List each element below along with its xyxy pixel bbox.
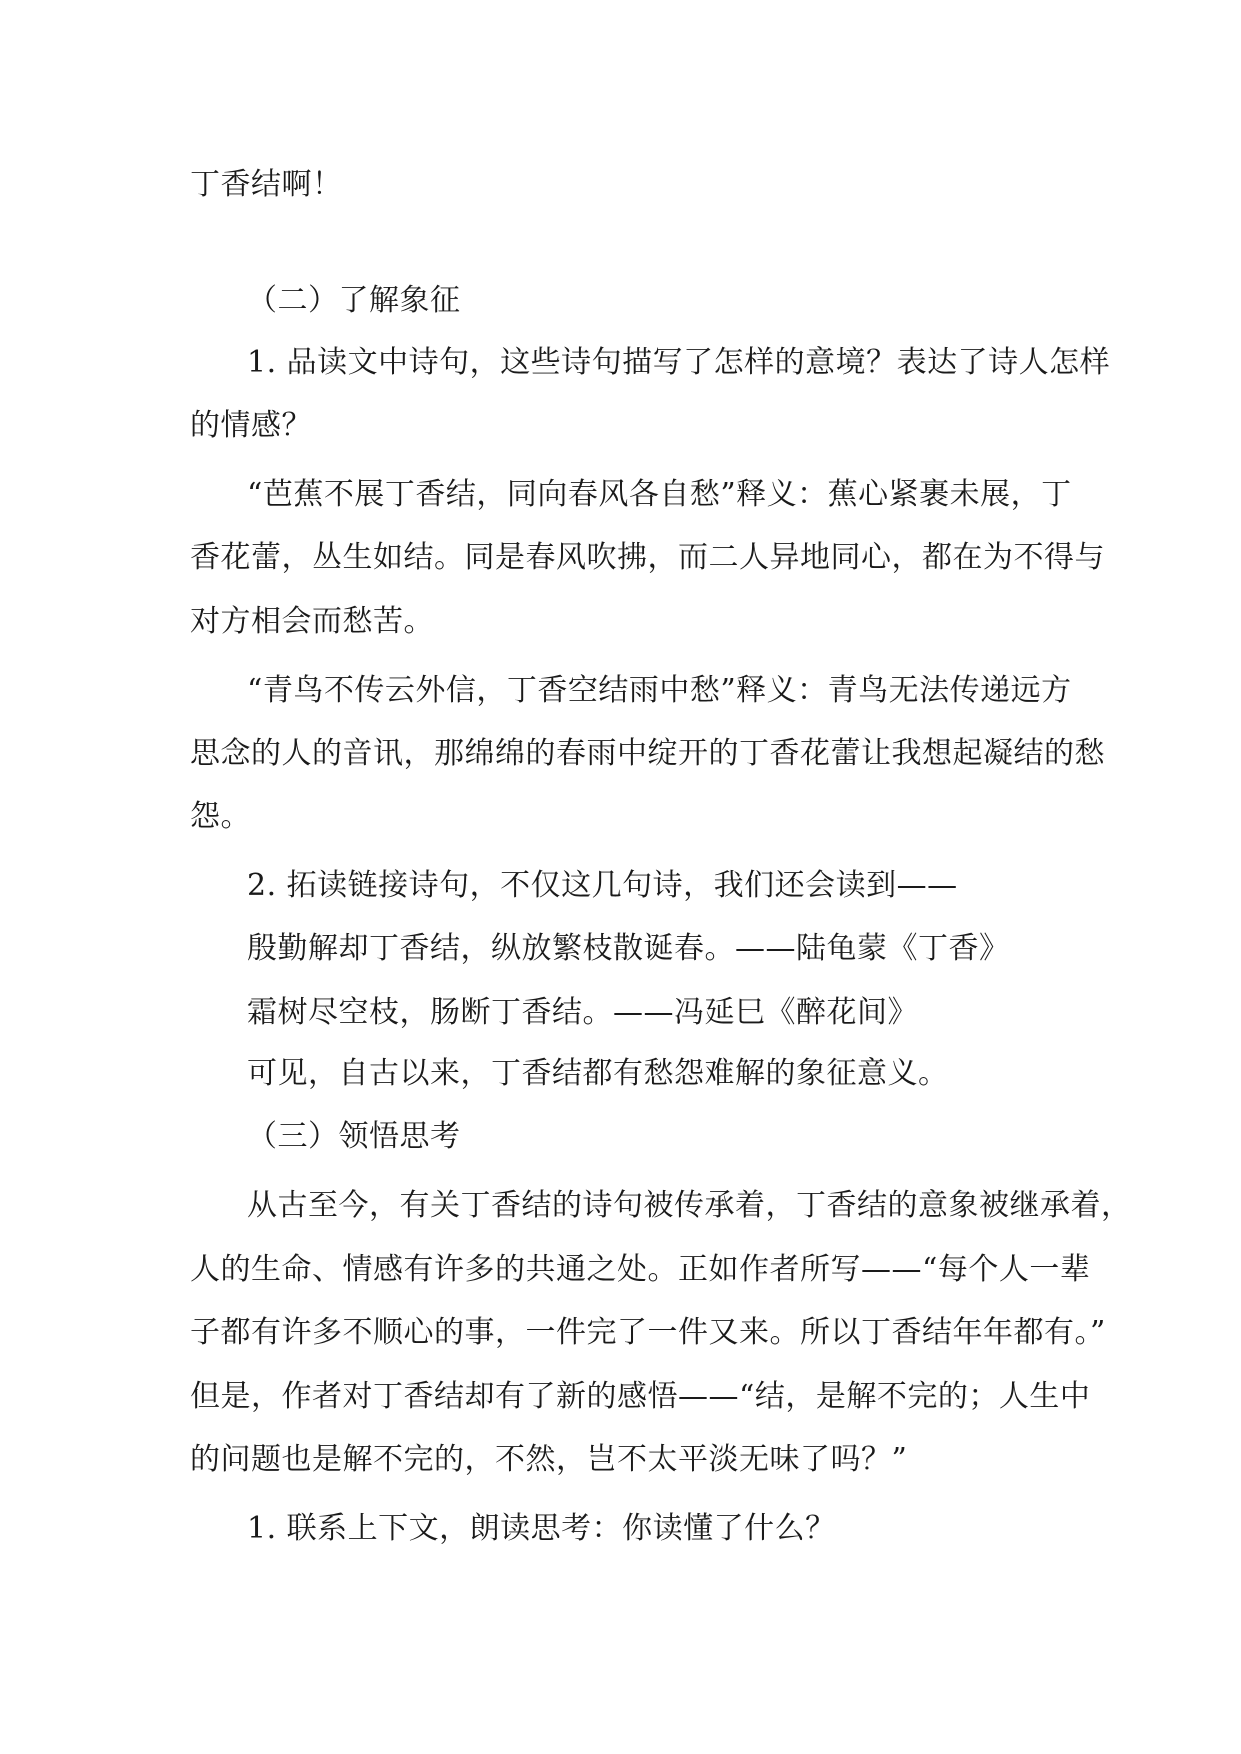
question-1-line-1: 1. 品读文中诗句，这些诗句描写了怎样的意境？表达了诗人怎样 (247, 345, 1111, 380)
question-3-line: 1. 联系上下文，朗读思考：你读懂了什么？ (247, 1511, 836, 1546)
paragraph-line-continuation: 丁香结啊！ (190, 167, 343, 202)
reflect-paragraph-line-1: 从古至今，有关丁香结的诗句被传承着，丁香结的意象被继承着， (247, 1188, 1132, 1223)
reflect-paragraph-line-2: 人的生命、情感有许多的共通之处。正如作者所写——“每个人一辈 (190, 1252, 1091, 1287)
section-heading-understand-symbol: （二）了解象征 (247, 283, 461, 318)
poem-2-line-3: 怨。 (190, 799, 251, 834)
section-heading-reflect: （三）领悟思考 (247, 1119, 461, 1154)
question-2-line: 2. 拓读链接诗句，不仅这几句诗，我们还会读到—— (247, 868, 958, 903)
question-1-line-2: 的情感？ (190, 408, 312, 443)
quote-feng-yansi: 霜树尽空枝，肠断丁香结。——冯延巳《醉花间》 (247, 995, 918, 1030)
conclusion-line: 可见，自古以来，丁香结都有愁怨难解的象征意义。 (247, 1056, 949, 1091)
poem-1-line-3: 对方相会而愁苦。 (190, 604, 434, 639)
poem-1-line-2: 香花蕾，丛生如结。同是春风吹拂，而二人异地同心，都在为不得与 (190, 540, 1105, 575)
reflect-paragraph-line-3: 子都有许多不顺心的事，一件完了一件又来。所以丁香结年年都有。” (190, 1315, 1106, 1350)
poem-1-line-1: “芭蕉不展丁香结，同向春风各自愁”释义：蕉心紧裹未展，丁 (247, 477, 1072, 512)
poem-2-line-2: 思念的人的音讯，那绵绵的春雨中绽开的丁香花蕾让我想起凝结的愁 (190, 736, 1105, 771)
quote-lu-guimeng: 殷勤解却丁香结，纵放繁枝散诞春。——陆龟蒙《丁香》 (247, 931, 1010, 966)
reflect-paragraph-line-4: 但是，作者对丁香结却有了新的感悟——“结，是解不完的；人生中 (190, 1379, 1091, 1414)
poem-2-line-1: “青鸟不传云外信，丁香空结雨中愁”释义：青鸟无法传递远方 (247, 673, 1072, 708)
reflect-paragraph-line-5: 的问题也是解不完的，不然，岂不太平淡无味了吗？” (190, 1442, 908, 1477)
